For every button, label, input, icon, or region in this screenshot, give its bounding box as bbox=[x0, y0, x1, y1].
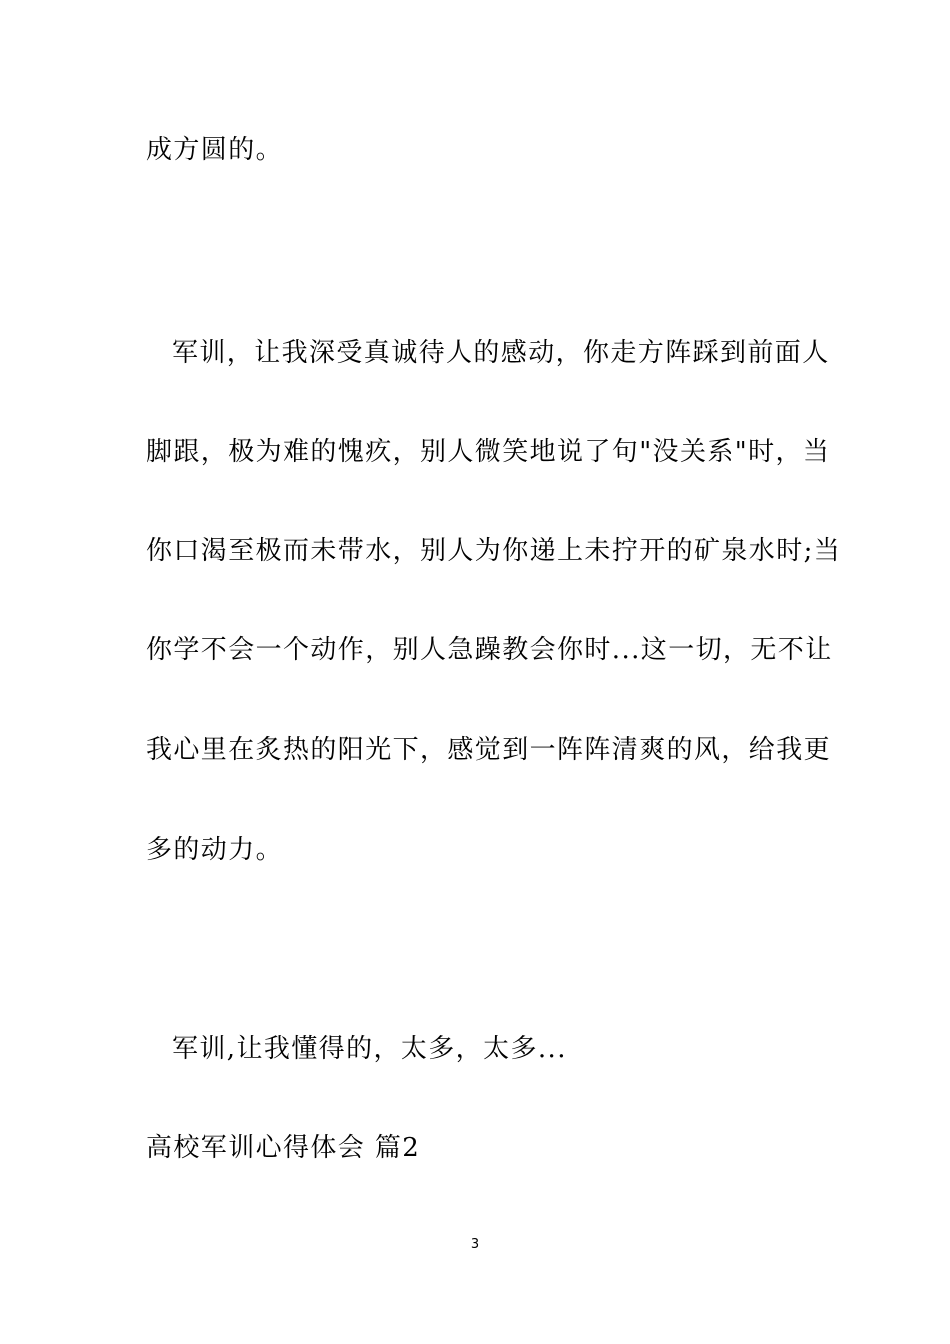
paragraph-1-line-1: 成方圆的。 bbox=[146, 135, 284, 165]
paragraph-2-line-3: 你口渴至极而未带水，别人为你递上未拧开的矿泉水时;当 bbox=[146, 536, 842, 566]
paragraph-2-line-1: 军训，让我深受真诚待人的感动，你走方阵踩到前面人 bbox=[172, 338, 830, 368]
paragraph-2-line-2: 脚跟，极为难的愧疚，别人微笑地说了句"没关系"时，当 bbox=[146, 437, 831, 467]
paragraph-3-line-1: 军训,让我懂得的，太多，太多... bbox=[172, 1034, 567, 1064]
paragraph-2-line-6: 多的动力。 bbox=[146, 835, 284, 865]
page-number: 3 bbox=[470, 1237, 480, 1252]
section-heading: 高校军训心得体会 篇2 bbox=[146, 1133, 421, 1163]
paragraph-2-line-4: 你学不会一个动作，别人急躁教会你时...这一切，无不让 bbox=[146, 635, 833, 665]
paragraph-2-line-5: 我心里在炙热的阳光下，感觉到一阵阵清爽的风，给我更 bbox=[146, 735, 832, 765]
